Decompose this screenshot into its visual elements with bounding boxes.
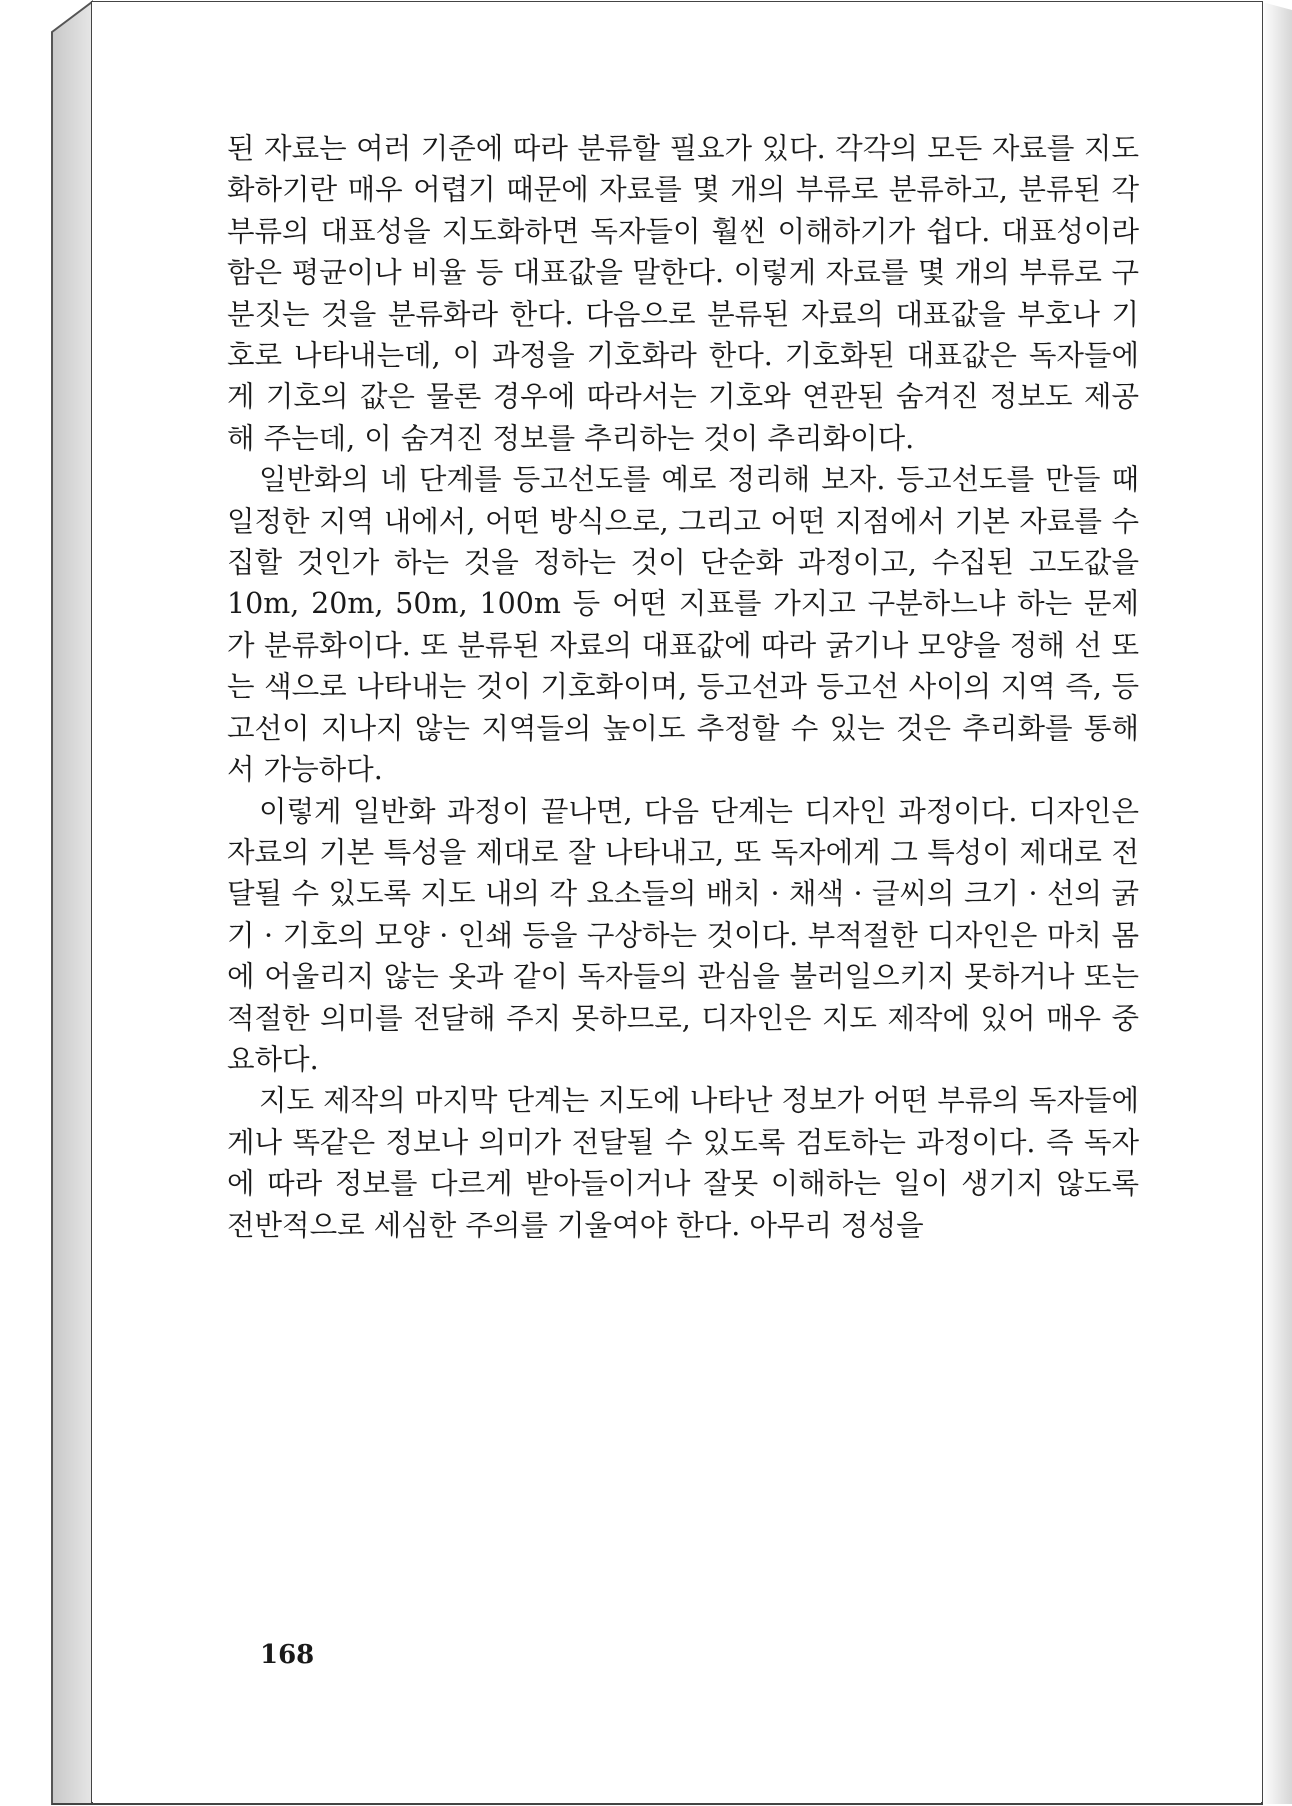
page-number: 168	[260, 1640, 315, 1670]
body-text	[227, 128, 1139, 1246]
paragraph-2: 일반화의 네 단계를 등고선도를 예로 정리해 보자. 등고선도를 만들 때 일정한 지역 내에서, 어떤 방식으로, 그리고 어떤 지점에서 기본 자료를 수집할 것인가 하는 것을 정하는 것이 단순화 과정이고, 수집된 고도값을 10m, 20m, 50m, 100m 등 어떤 지표를 가지고 구분하느냐 하는 문제가 분류화이다. 또 분류된 자료의 대표값에 따라 굵기나 모양을 정해 선 또는 색으로 나타내는 것이 기호화이며, 등고선과 등고선 사이의 지역 즉, 등고선이 지나지 않는 지역들의 높이도 추정할 수 있는 것은 추리화를 통해서 가능하다.	[227, 463, 1139, 787]
page-sheet	[92, 2, 1262, 1802]
paragraph-1: 된 자료는 여러 기준에 따라 분류할 필요가 있다. 각각의 모든 자료를 지도화하기란 매우 어렵기 때문에 자료를 몇 개의 부류로 분류하고, 분류된 각 부류의 대표성을 지도화하면 독자들이 훨씬 이해하기가 쉽다. 대표성이라 함은 평균이나 비율 등 대표값을 말한다. 이렇게 자료를 몇 개의 부류로 구분짓는 것을 분류화라 한다. 다음으로 분류된 자료의 대표값을 부호나 기호로 나타내는데, 이 과정을 기호화라 한다. 기호화된 대표값은 독자들에게 기호의 값은 물론 경우에 따라서는 기호와 연관된 숨겨진 정보도 제공해 주는데, 이 숨겨진 정보를 추리하는 것이 추리화이다.	[227, 132, 1139, 455]
paragraph-4: 지도 제작의 마지막 단계는 지도에 나타난 정보가 어떤 부류의 독자들에게나 똑같은 정보나 의미가 전달될 수 있도록 검토하는 과정이다. 즉 독자에 따라 정보를 다르게 받아들이거나 잘못 이해하는 일이 생기지 않도록 전반적으로 세심한 주의를 기울여야 한다. 아무리 정성을	[227, 1084, 1139, 1242]
paragraph-3: 이렇게 일반화 과정이 끝나면, 다음 단계는 디자인 과정이다. 디자인은 자료의 기본 특성을 제대로 잘 나타내고, 또 독자에게 그 특성이 제대로 전달될 수 있도록 지도 내의 각 요소들의 배치 · 채색 · 글씨의 크기 · 선의 굵기 · 기호의 모양 · 인쇄 등을 구상하는 것이다. 부적절한 디자인은 마치 몸에 어울리지 않는 옷과 같이 독자들의 관심을 불러일으키지 못하거나 또는 적절한 의미를 전달해 주지 못하므로, 디자인은 지도 제작에 있어 매우 중요하다.	[227, 794, 1139, 1076]
